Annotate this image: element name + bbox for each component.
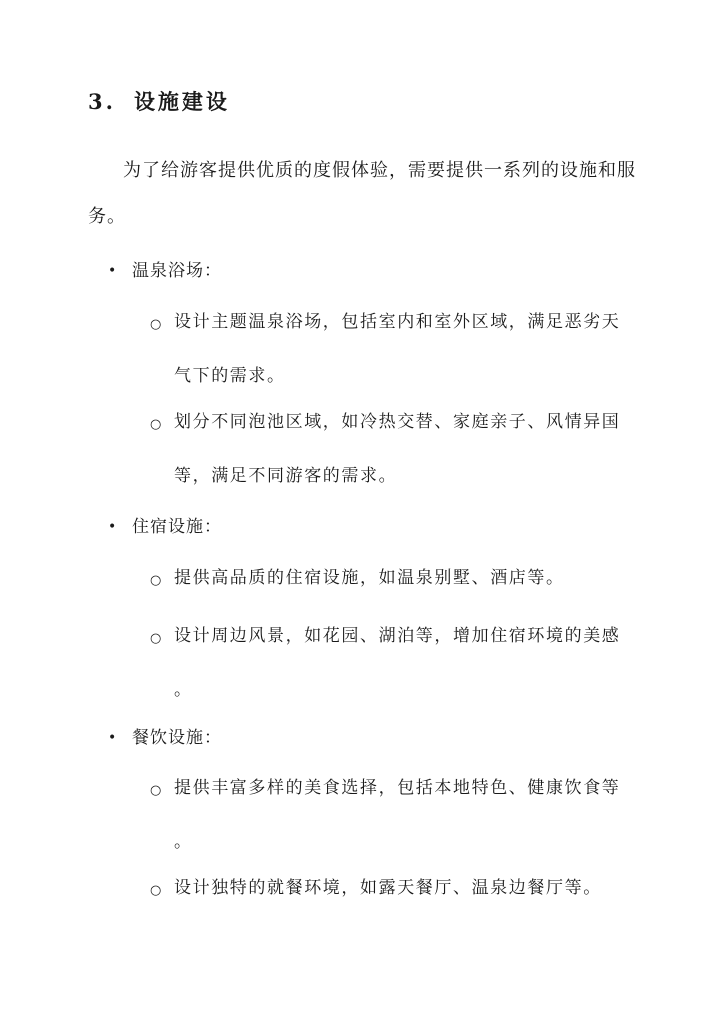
circle-bullet-icon: ○ (150, 573, 163, 588)
list-item-line1: 提供丰富多样的美食选择，包括本地特色、健康饮食等 (174, 778, 621, 798)
list-item-line1: 设计主题温泉浴场，包括室内和室外区域，满足恶劣天 (174, 312, 621, 332)
list-item-line2: 。 (174, 832, 193, 852)
group-label-hot-spring (108, 256, 222, 281)
group-label-lodging (108, 512, 222, 537)
group-label-text: 住宿设施： (132, 517, 222, 537)
list-item (150, 610, 640, 716)
group-label-dining (108, 723, 222, 748)
circle-bullet-icon: ○ (150, 783, 163, 798)
bullet-icon: • (108, 263, 118, 279)
list-item (150, 862, 640, 916)
list-item (150, 396, 640, 502)
bullet-icon: • (108, 730, 118, 746)
list-item (150, 762, 640, 868)
section-number: 3. (88, 89, 116, 114)
list-item-line2: 等，满足不同游客的需求。 (174, 466, 398, 486)
list-item-line1: 设计周边风景，如花园、湖泊等，增加住宿环境的美感 (174, 626, 621, 646)
circle-bullet-icon: ○ (150, 317, 163, 332)
list-item-line2: 。 (174, 680, 193, 700)
list-item-line1: 设计独特的就餐环境，如露天餐厅、温泉边餐厅等。 (174, 878, 602, 898)
list-item-line1: 划分不同泡池区域，如冷热交替、家庭亲子、风情异国 (174, 412, 621, 432)
section-title: 设施建设 (133, 89, 230, 114)
intro-paragraph: 为了给游客提供优质的度假体验，需要提供一系列的设施和服务。 (88, 160, 636, 227)
bullet-icon: • (108, 519, 118, 535)
group-label-text: 温泉浴场： (132, 261, 222, 281)
list-item-line1: 提供高品质的住宿设施，如温泉别墅、酒店等。 (174, 568, 565, 588)
group-label-text: 餐饮设施： (132, 728, 222, 748)
section-heading (88, 86, 230, 116)
circle-bullet-icon: ○ (150, 417, 163, 432)
list-item (150, 296, 640, 402)
list-item (150, 552, 640, 606)
circle-bullet-icon: ○ (150, 631, 163, 646)
circle-bullet-icon: ○ (150, 883, 163, 898)
list-item-line2: 气下的需求。 (174, 366, 286, 386)
